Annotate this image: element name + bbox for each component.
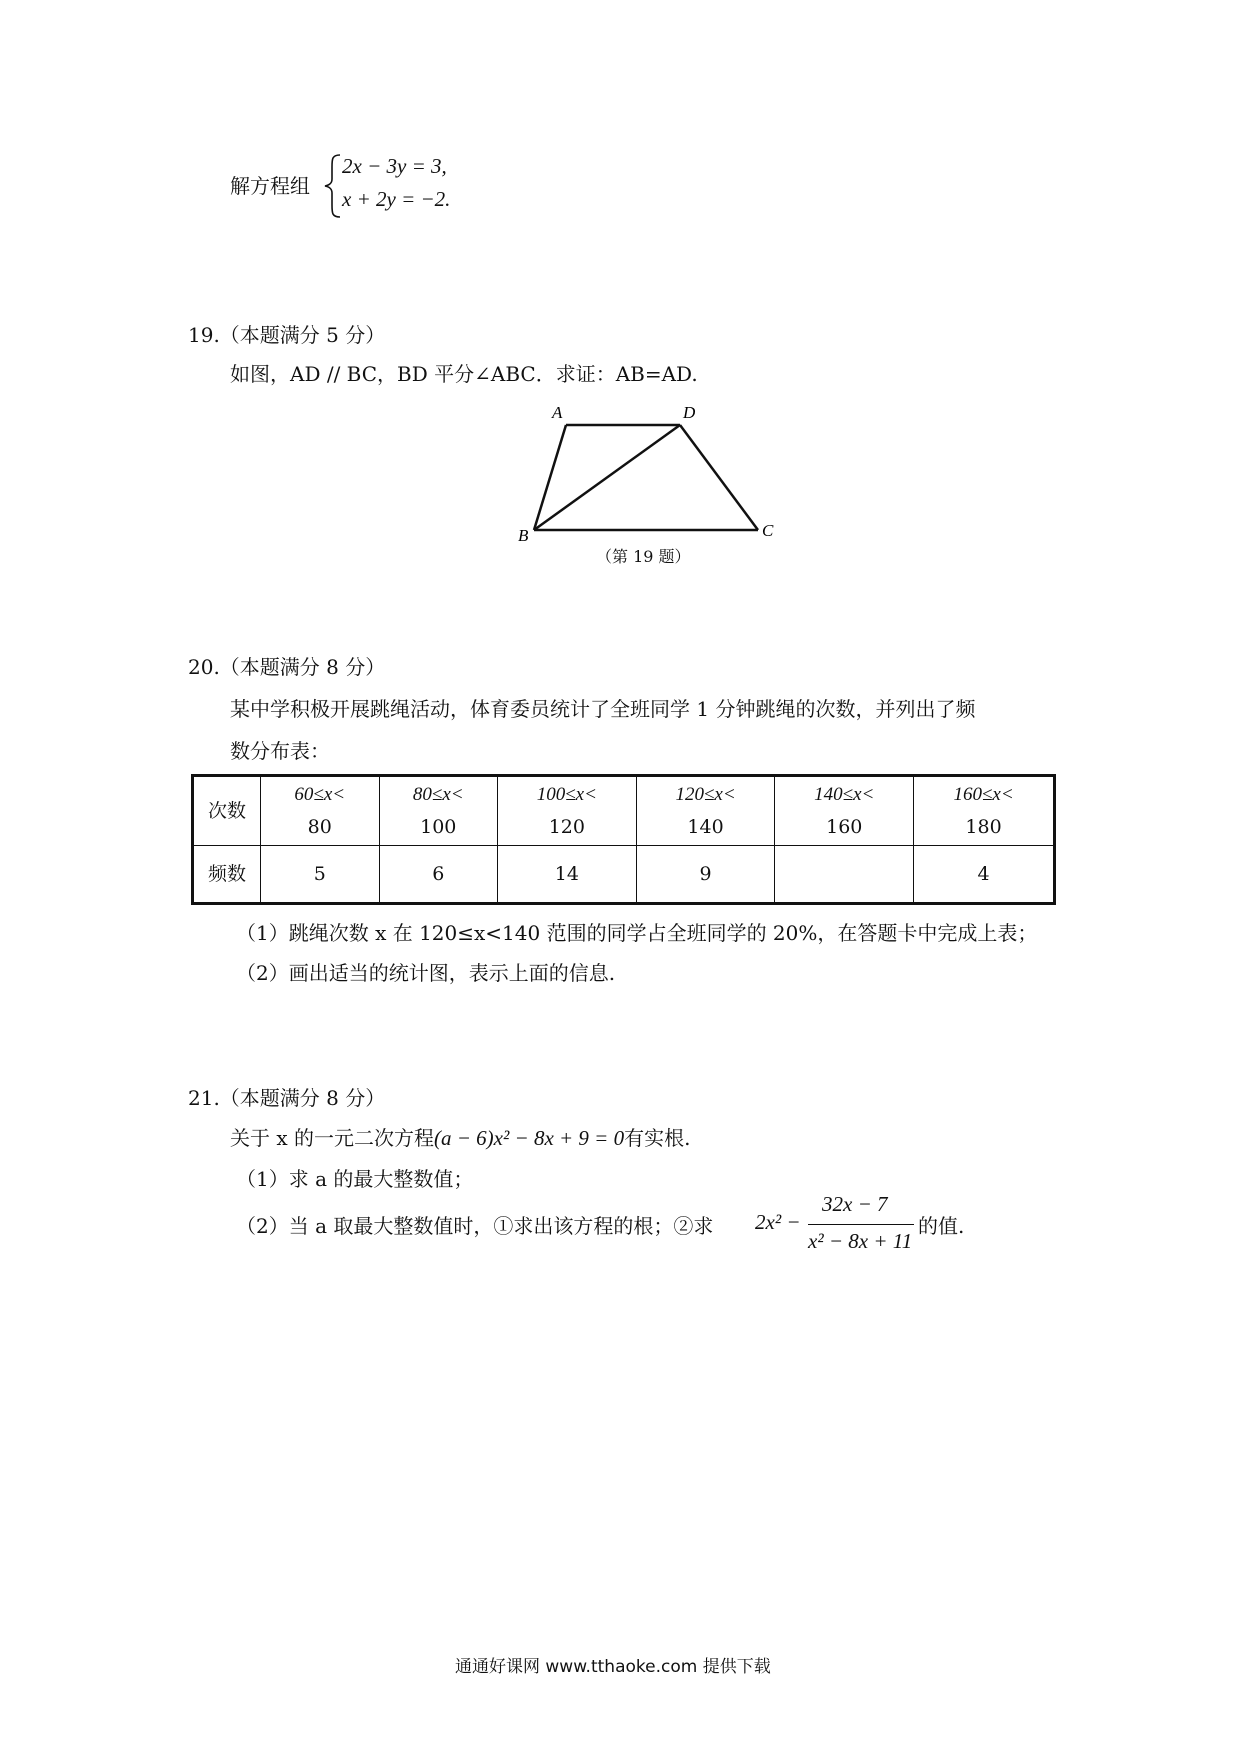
page-footer: 通通好课网 www.tthaoke.com 提供下载 (455, 1657, 771, 1677)
q21-statement-post: 有实根. (624, 1126, 691, 1150)
q19-heading: 19.（本题满分 5 分） (188, 323, 386, 347)
frequency-cell: 4 (914, 846, 1055, 904)
vertex-label-a: A (552, 403, 563, 422)
q20-heading: 20.（本题满分 8 分） (188, 655, 386, 679)
frequency-cell: 9 (636, 846, 775, 904)
table-row-frequencies (193, 846, 1055, 904)
frequency-cell-blank (775, 846, 914, 904)
q21-part2-pre: （2）当 a 取最大整数值时，①求出该方程的根；②求 (236, 1214, 714, 1238)
vertex-label-b: B (518, 526, 529, 545)
interval-cell: 100≤x< 120 (498, 776, 637, 846)
q21-part2-expr-lead: 2x² − (755, 1210, 801, 1234)
q20-statement-line1: 某中学积极开展跳绳活动，体育委员统计了全班同学 1 分钟跳绳的次数，并列出了频 (230, 697, 976, 721)
frequency-cell: 6 (379, 846, 498, 904)
frequency-cell: 14 (498, 846, 637, 904)
q21-fraction (808, 1192, 914, 1260)
segment-ab (534, 425, 566, 530)
segment-bd (534, 425, 680, 530)
interval-cell: 80≤x< 100 (379, 776, 498, 846)
fraction-numerator: 32x − 7 (822, 1192, 888, 1216)
segment-dc (680, 425, 758, 530)
system-prompt: 解方程组 (230, 174, 310, 198)
row-header-frequency: 频数 (193, 846, 261, 904)
equation-1: 2x − 3y = 3, (342, 154, 447, 178)
interval-cell: 60≤x< 80 (261, 776, 380, 846)
q19-statement: 如图，AD // BC，BD 平分∠ABC．求证：AB=AD. (230, 362, 698, 386)
table-row-intervals (193, 776, 1055, 846)
interval-cell: 120≤x< 140 (636, 776, 775, 846)
q20-statement-line2: 数分布表： (230, 739, 330, 763)
frequency-cell: 5 (261, 846, 380, 904)
fraction-denominator: x² − 8x + 11 (808, 1229, 913, 1253)
fraction-bar (808, 1224, 914, 1225)
q21-part1: （1）求 a 的最大整数值； (236, 1167, 474, 1191)
q21-equation: (a − 6)x² − 8x + 9 = 0 (434, 1126, 625, 1150)
q19-figure-caption: （第 19 题） (596, 547, 691, 566)
equation-2: x + 2y = −2. (342, 187, 451, 211)
q21-statement (230, 1122, 690, 1151)
q20-part2: （2）画出适当的统计图，表示上面的信息. (236, 961, 616, 985)
interval-cell: 140≤x< 160 (775, 776, 914, 846)
q21-part2-post: 的值. (918, 1214, 965, 1238)
frequency-table (191, 774, 1056, 905)
interval-cell: 160≤x< 180 (914, 776, 1055, 846)
left-brace-icon (322, 153, 344, 219)
q21-statement-pre: 关于 x 的一元二次方程 (230, 1126, 434, 1150)
row-header-count: 次数 (193, 776, 261, 846)
vertex-label-d: D (683, 403, 696, 422)
q20-part1: （1）跳绳次数 x 在 120≤x<140 范围的同学占全班同学的 20%，在答题卡中完成上表； (236, 921, 1038, 945)
vertex-label-c: C (762, 521, 774, 540)
q21-heading: 21.（本题满分 8 分） (188, 1086, 386, 1110)
